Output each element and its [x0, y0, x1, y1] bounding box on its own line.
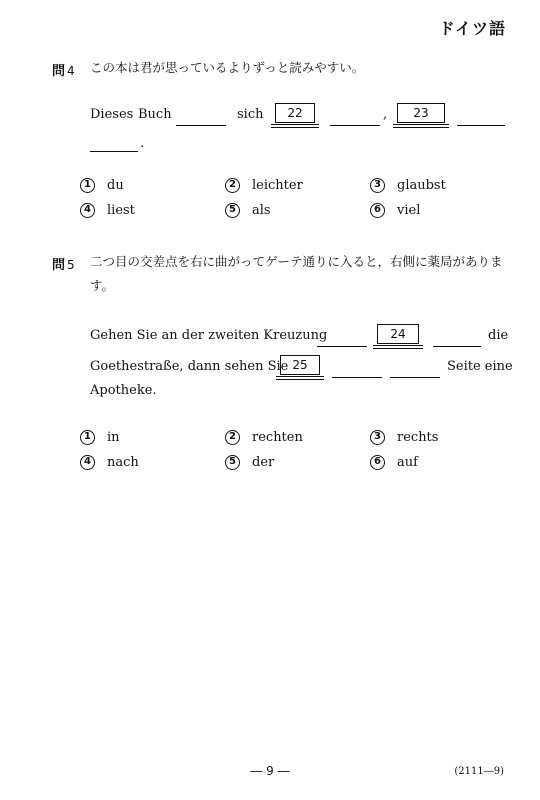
- q4-num: 4: [67, 64, 75, 78]
- q4-label: 問: [52, 64, 66, 79]
- answer-box-24[interactable]: 24: [377, 324, 419, 344]
- q5-prompt-line2: す。: [90, 278, 115, 293]
- q4-blank-5[interactable]: [457, 125, 505, 126]
- q5-blank-6[interactable]: [390, 377, 440, 378]
- circle-number-icon: 5: [225, 455, 240, 470]
- answer-box-22-underline: [271, 124, 319, 128]
- circle-number-icon: 4: [80, 203, 95, 218]
- answer-box-24-underline: [373, 345, 423, 349]
- subject-title: ドイツ語: [438, 19, 506, 38]
- q4-comma: ,: [383, 107, 388, 122]
- q5-line2-text: Goethestraße, dann sehen Sie: [90, 359, 289, 374]
- q4-blank-1[interactable]: [176, 125, 226, 126]
- answer-box-23-underline: [393, 124, 449, 128]
- circle-number-icon: 2: [225, 178, 240, 193]
- answer-box-25[interactable]: 25: [280, 355, 320, 375]
- q5-blank-5[interactable]: [332, 377, 382, 378]
- circle-number-icon: 1: [80, 430, 95, 445]
- q4-blank-6[interactable]: [90, 151, 138, 152]
- q4-option-4[interactable]: 4 liest: [80, 203, 135, 218]
- circle-number-icon: 1: [80, 178, 95, 193]
- q5-line2-end: Seite eine: [447, 359, 513, 374]
- q5-option-6[interactable]: 6 auf: [370, 455, 418, 470]
- answer-box-25-underline: [276, 376, 324, 380]
- q5-prompt-line1: 二つ目の交差点を右に曲がってゲーテ通りに入ると，右側に薬局がありま: [90, 254, 503, 269]
- exam-code: (2111―9): [454, 766, 504, 777]
- q5-line1-text: Gehen Sie an der zweiten Kreuzung: [90, 328, 328, 343]
- q5-option-2[interactable]: 2 rechten: [225, 430, 303, 445]
- q5-number: [52, 254, 75, 273]
- circle-number-icon: 6: [370, 203, 385, 218]
- q5-option-4[interactable]: 4 nach: [80, 455, 139, 470]
- q5-num: 5: [67, 258, 75, 272]
- circle-number-icon: 4: [80, 455, 95, 470]
- q5-blank-1[interactable]: [317, 346, 367, 347]
- q4-word-buch: Buch: [138, 107, 172, 122]
- answer-box-22[interactable]: 22: [275, 103, 315, 123]
- q4-prompt: この本は君が思っているよりずっと読みやすい。: [90, 60, 365, 75]
- circle-number-icon: 5: [225, 203, 240, 218]
- circle-number-icon: 6: [370, 455, 385, 470]
- q4-word-dieses: Dieses: [90, 107, 134, 122]
- q5-option-1[interactable]: 1 in: [80, 430, 120, 445]
- page-number: ― 9 ―: [250, 764, 290, 778]
- circle-number-icon: 2: [225, 430, 240, 445]
- q4-option-2[interactable]: 2 leichter: [225, 178, 303, 193]
- q5-label: 問: [52, 258, 66, 273]
- q4-option-3[interactable]: 3 glaubst: [370, 178, 446, 193]
- q5-blank-3[interactable]: [433, 346, 481, 347]
- q5-option-3[interactable]: 3 rechts: [370, 430, 438, 445]
- q4-period: .: [140, 136, 145, 151]
- q4-blank-3[interactable]: [330, 125, 380, 126]
- q5-line3-text: Apotheke.: [90, 383, 157, 398]
- q4-option-6[interactable]: 6 viel: [370, 203, 420, 218]
- q5-line1-end: die: [488, 328, 509, 343]
- q4-option-5[interactable]: 5 als: [225, 203, 271, 218]
- q4-word-sich: sich: [237, 107, 264, 122]
- circle-number-icon: 3: [370, 430, 385, 445]
- q4-number: [52, 60, 75, 79]
- q4-option-1[interactable]: 1 du: [80, 178, 124, 193]
- q5-option-5[interactable]: 5 der: [225, 455, 274, 470]
- circle-number-icon: 3: [370, 178, 385, 193]
- answer-box-23[interactable]: 23: [397, 103, 445, 123]
